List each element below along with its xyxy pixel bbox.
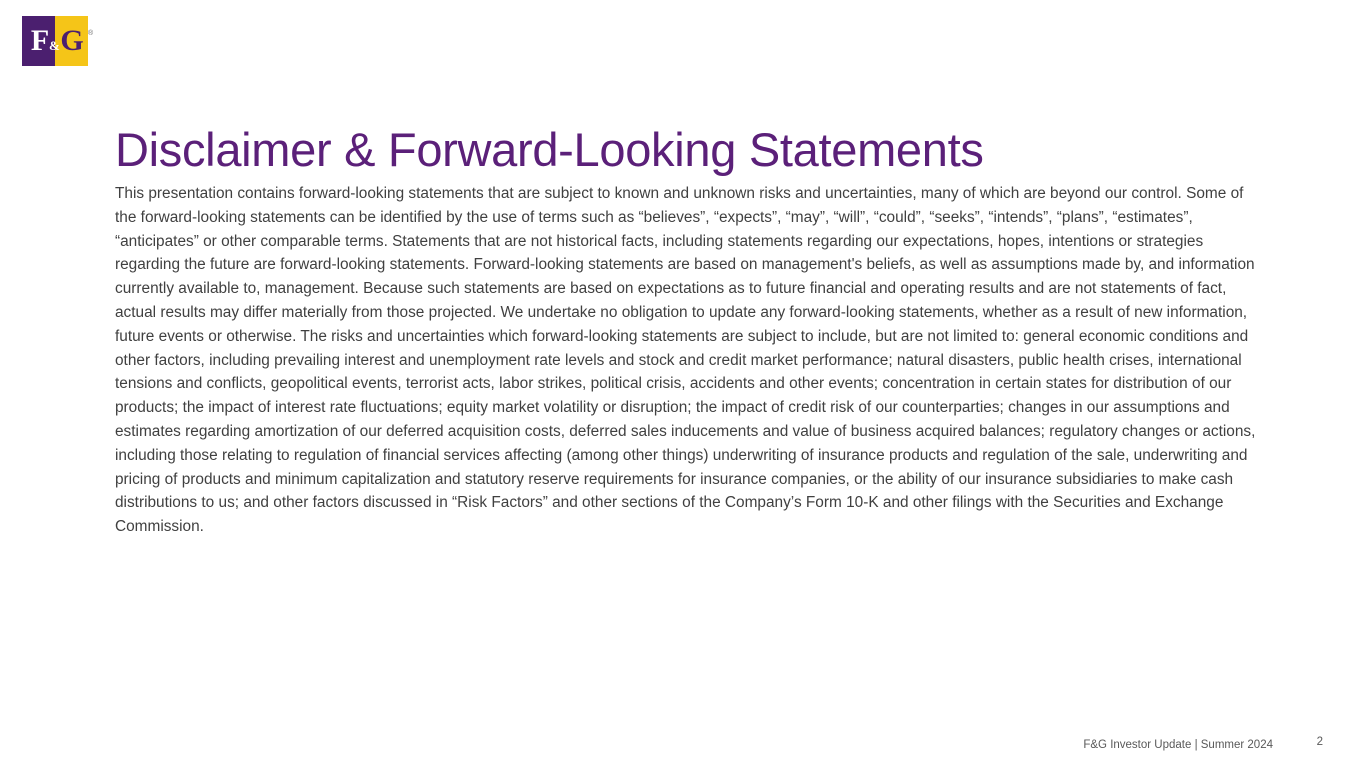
logo-letter-g: G [60,24,83,57]
disclaimer-body-text: This presentation contains forward-looking statements that are subject to known and unknown risks and uncertainties, many of which are beyond our control. Some of the forward-looking statements can be identified by the use of terms such as “believes”, “expects”, “may”, “will”, “could”, “seeks”, “intends”, “plans”, “estimates”, “anticipates” or other comparable terms. Statements that are not historical facts, including statements regarding our expectations, hopes, intentions or strategies regarding the future are forward-looking statements. Forward-looking statements are based on management's beliefs, as well as assumptions made by, and information currently available to, management. Because such statements are based on expectations as to future financial and operating results and are not statements of fact, actual results may differ materially from those projected. We undertake no obligation to update any forward-looking statements, whether as a result of new information, future events or otherwise. The risks and uncertainties which forward-looking statements are subject to include, but are not limited to: general economic conditions and other factors, including prevailing interest and unemployment rate levels and stock and credit market performance; natural disasters, public health crises, international tensions and conflicts, geopolitical events, terrorist acts, labor strikes, political crisis, accidents and other events; concentration in certain states for distribution of our products; the impact of interest rate fluctuations; equity market volatility or disruption; the impact of credit risk of our counterparties; changes in our assumptions and estimates regarding amortization of our deferred acquisition costs, deferred sales inducements and value of business acquired balances; regulatory changes or actions, including those relating to regulation of financial services affecting (among other things) underwriting of insurance products and regulation of the sale, underwriting and pricing of products and minimum capitalization and statutory reserve requirements for insurance companies, or the ability of our insurance subsidiaries to make cash distributions to us; and other factors discussed in “Risk Factors” and other sections of the Company’s Form 10-K and other filings with the Securities and Exchange Commission. [115,185,1256,536]
page-number: 2 [1316,736,1323,748]
logo-trademark-icon: ® [88,30,94,37]
page-title: Disclaimer & Forward-Looking Statements [115,123,984,177]
footer-label: F&G Investor Update | Summer 2024 [1083,739,1273,751]
logo-ampersand-icon: & [49,38,60,53]
fg-logo [22,16,94,66]
logo-letter-f: F [30,24,49,57]
